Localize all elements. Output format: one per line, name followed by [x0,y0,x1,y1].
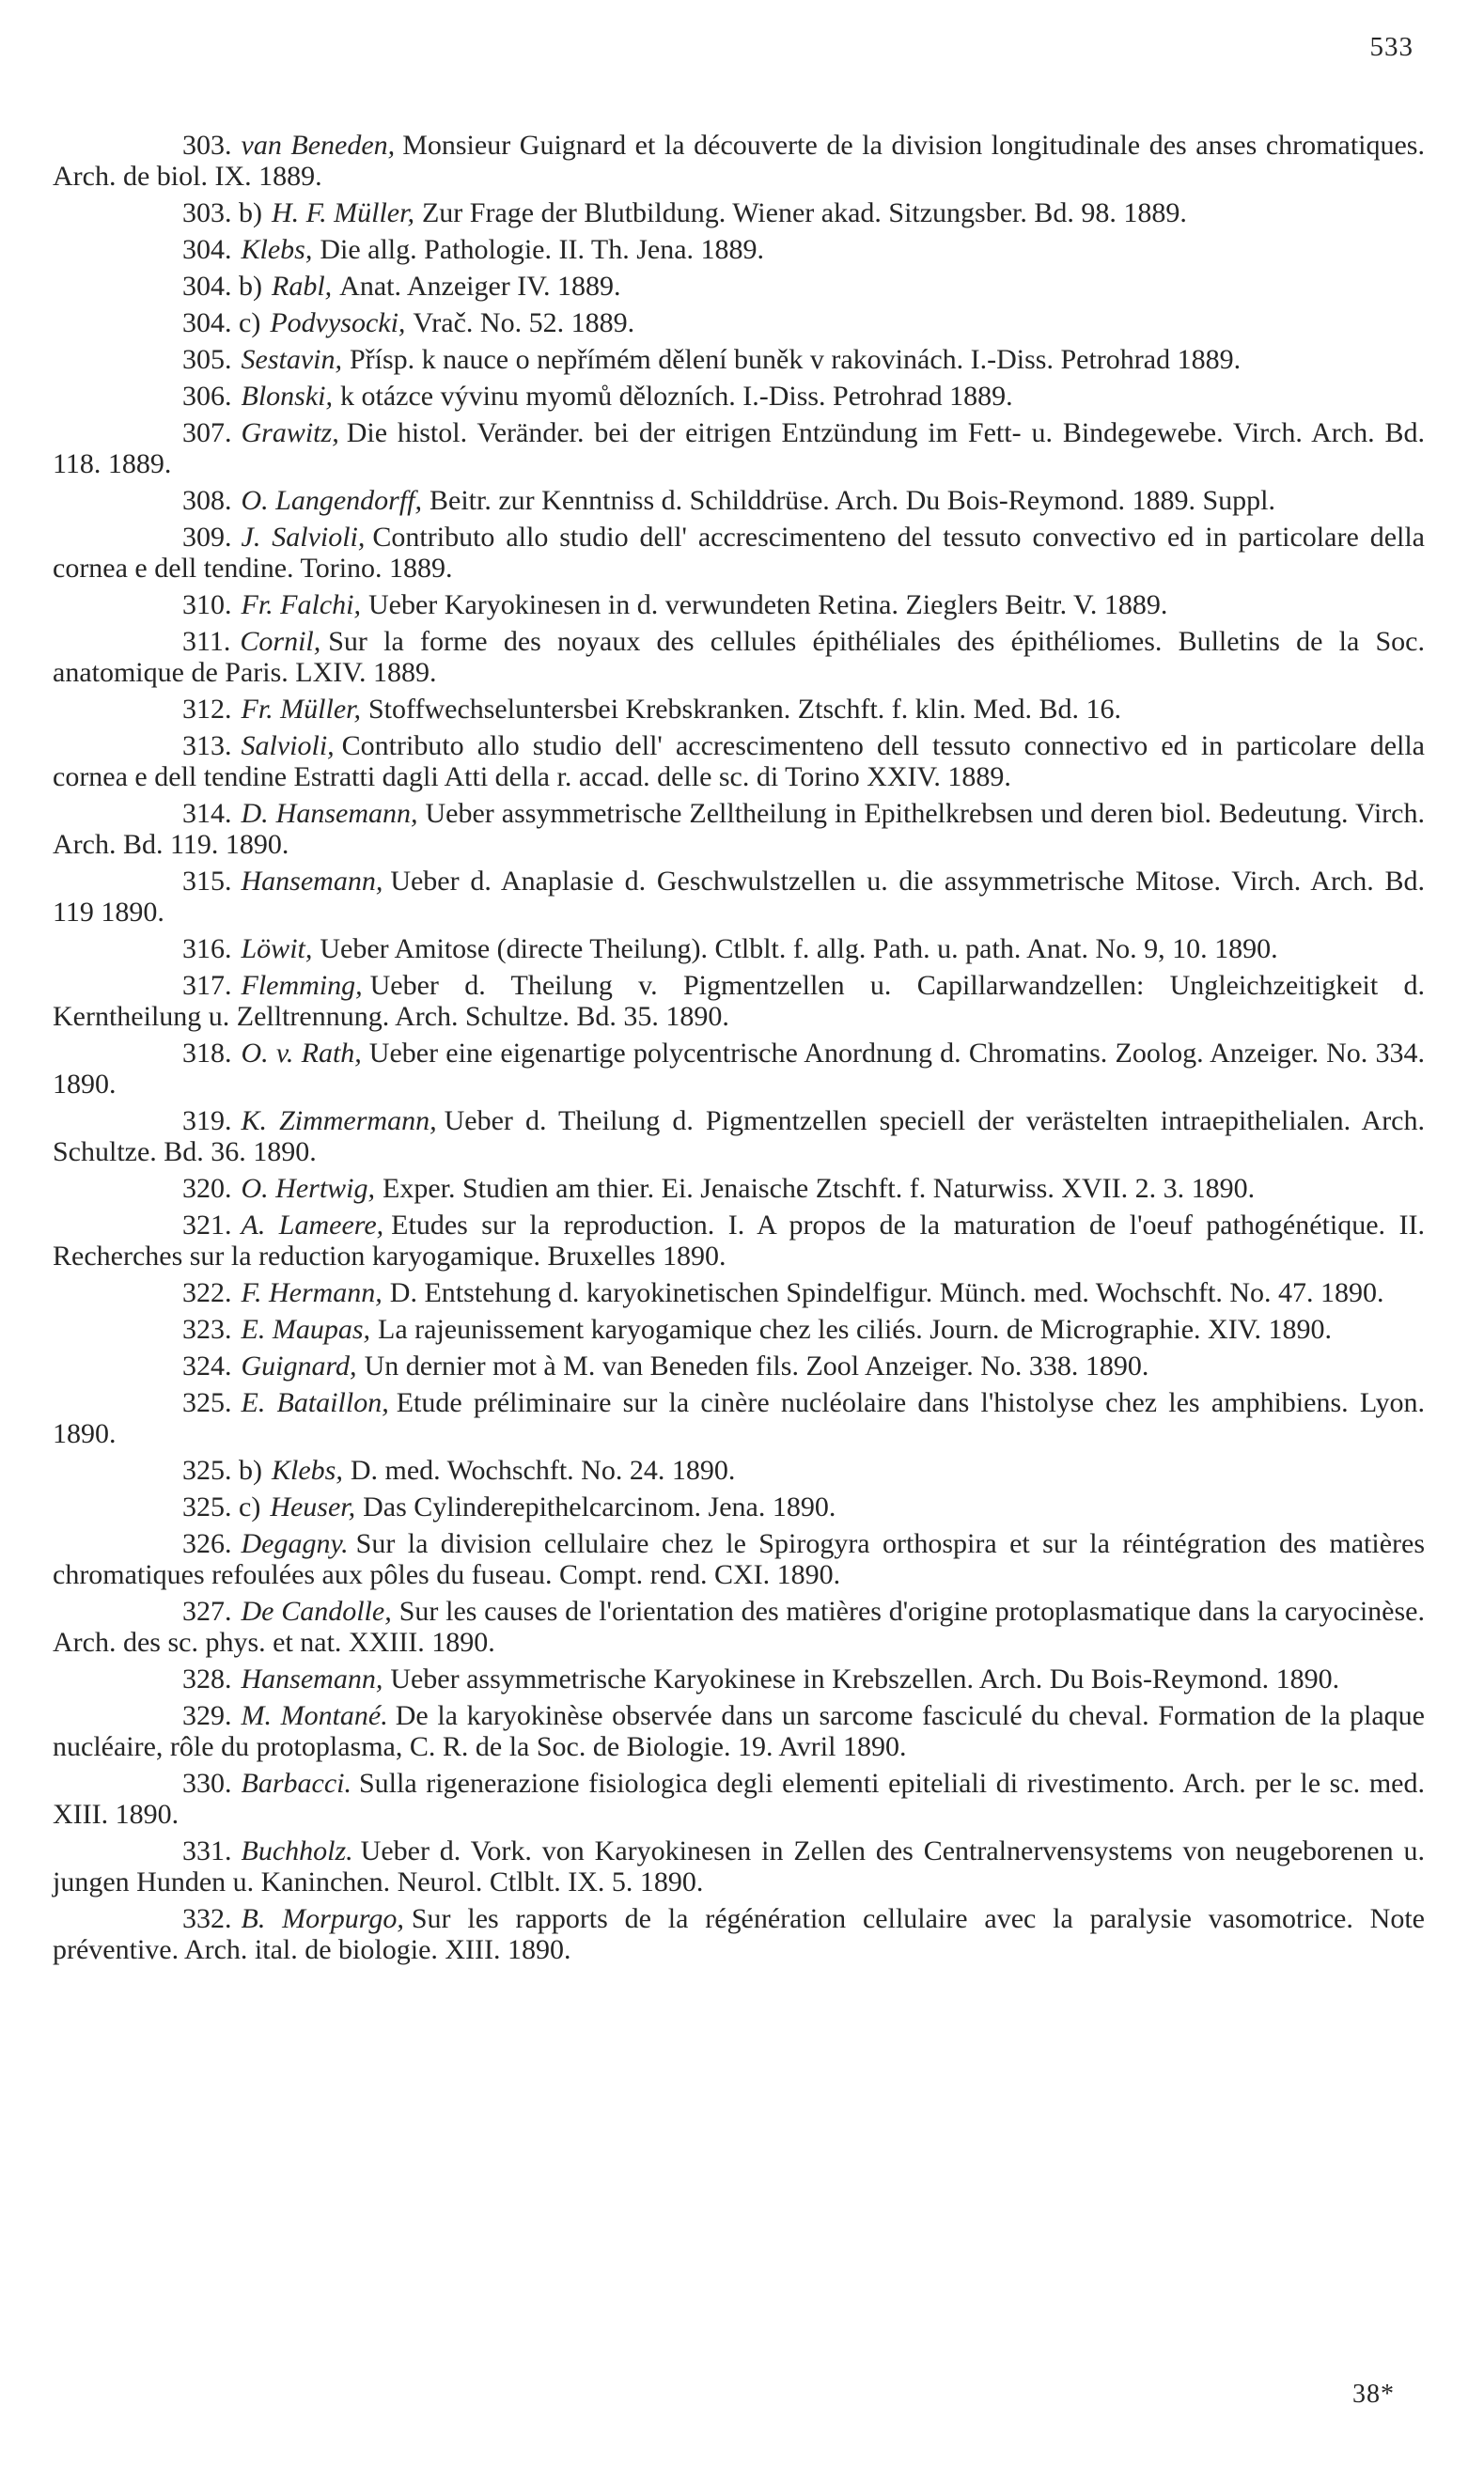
reference-entry [53,1455,1425,1486]
reference-text: Die allg. Pathologie. II. Th. Jena. 1889. [320,234,765,265]
reference-author: K. Zimmermann, [241,1105,437,1136]
reference-number: 328. [182,1663,232,1694]
reference-author: Sestavin, [241,344,342,375]
reference-text: Ueber d. Anaplasie d. Geschwulstzellen u. die assymmetrische Mitose. Virch. Arch. Bd. 119 1890. [53,866,1425,928]
reference-entry [53,1173,1425,1204]
reference-number: 314. [182,798,232,829]
reference-author: Buchholz. [241,1835,353,1866]
reference-text: Beitr. zur Kenntniss d. Schilddrüse. Arch. Du Bois-Reymond. 1889. Suppl. [430,485,1275,516]
reference-author: Rabl, [272,271,333,302]
reference-entry [53,344,1425,375]
reference-entry [53,197,1425,228]
reference-text: Ueber Karyokinesen in d. verwundeten Retina. Zieglers Beitr. V. 1889. [368,589,1168,620]
reference-text: Etudes sur la reproduction. I. A propos de la maturation de l'oeuf pathogénétique. II. Recherches sur la reduction karyogamique. Bruxelles 1890. [53,1210,1425,1272]
reference-entry [53,1596,1425,1658]
reference-text: Monsieur Guignard et la découverte de la division longitudinale des anses chromatiques. Arch. de biol. IX. 1889. [53,130,1425,192]
reference-number: 304. c) [182,307,261,338]
reference-author: O. Langendorff, [241,485,423,516]
reference-entry [53,234,1425,265]
reference-text: De la karyokinèse observée dans un sarcome fasciculé du cheval. Formation de la plaque nucléaire, rôle du protoplasma, C. R. de la Soc. de Biologie. 19. Avril 1890. [53,1700,1425,1762]
reference-number: 323. [182,1314,232,1345]
reference-text: Ueber assymmetrische Zelltheilung in Epithelkrebsen und deren biol. Bedeutung. Virch. Arch. Bd. 119. 1890. [53,798,1425,860]
reference-entry [53,933,1425,964]
reference-number: 305. [182,344,232,375]
reference-number: 316. [182,933,232,964]
reference-text: Exper. Studien am thier. Ei. Jenaische Ztschft. f. Naturwiss. XVII. 2. 3. 1890. [383,1173,1256,1204]
reference-author: Klebs, [272,1455,343,1486]
reference-entry [53,417,1425,479]
printer-signature: 38* [1352,2380,1395,2409]
reference-number: 318. [182,1038,232,1069]
reference-number: 307. [182,417,232,448]
reference-entry [53,694,1425,725]
reference-number: 322. [182,1277,232,1308]
reference-entry [53,1491,1425,1523]
reference-text: k otázce vývinu myomů dělozních. I.-Diss. Petrohrad 1889. [340,381,1013,412]
reference-text: Sur la division cellulaire chez le Spirogyra orthospira et sur la réintégration des matières chromatiques refoulées aux pôles du fuseau. Compt. rend. CXI. 1890. [53,1528,1425,1590]
reference-author: Klebs, [241,234,313,265]
reference-entry [53,522,1425,584]
reference-text: Ueber d. Vork. von Karyokinesen in Zellen des Centralnervensystems von neugeborenen u. jungen Hunden u. Kaninchen. Neurol. Ctlblt. IX. 5. 1890. [53,1835,1425,1897]
reference-author: A. Lameere, [241,1210,384,1241]
reference-number: 325. b) [182,1455,262,1486]
reference-author: Flemming, [241,970,363,1001]
reference-number: 317. [182,970,232,1001]
reference-number: 320. [182,1173,232,1204]
reference-text: Un dernier mot à M. van Beneden fils. Zool Anzeiger. No. 338. 1890. [364,1351,1149,1382]
reference-number: 319. [182,1105,232,1136]
reference-entry [53,1903,1425,1965]
reference-author: Barbacci. [241,1768,351,1799]
reference-entry [53,1314,1425,1345]
reference-text: Sur les rapports de la régénération cellulaire avec la paralysie vasomotrice. Note préventive. Arch. ital. de biologie. XIII. 1890. [53,1903,1425,1965]
reference-number: 311. [182,626,231,657]
reference-author: B. Morpurgo, [241,1903,404,1934]
reference-entry [53,1768,1425,1830]
reference-author: Hansemann, [241,866,383,897]
reference-text: Anat. Anzeiger IV. 1889. [339,271,621,302]
reference-author: Fr. Falchi, [241,589,361,620]
reference-text: Ueber d. Theilung v. Pigmentzellen u. Capillarwandzellen: Ungleichzeitigkeit d. Kerntheilung u. Zelltrennung. Arch. Schultze. Bd. 35. 1890. [53,970,1425,1032]
reference-number: 303. [182,130,232,161]
reference-entry [53,1835,1425,1897]
reference-text: D. Entstehung d. karyokinetischen Spindelfigur. Münch. med. Wochschft. No. 47. 1890. [389,1277,1384,1308]
reference-entry [53,130,1425,192]
reference-author: J. Salvioli, [241,522,366,553]
reference-entry [53,271,1425,302]
reference-entry [53,307,1425,338]
reference-text: Contributo allo studio dell' accrescimenteno del tessuto convectivo ed in particolare della cornea e dell tendine. Torino. 1889. [53,522,1425,584]
reference-entry [53,589,1425,620]
reference-text: Ueber Amitose (directe Theilung). Ctlblt. f. allg. Path. u. path. Anat. No. 9, 10. 1890. [320,933,1278,964]
reference-number: 312. [182,694,232,725]
reference-author: E. Bataillon, [241,1387,389,1418]
reference-number: 332. [182,1903,232,1934]
reference-author: F. Hermann, [241,1277,383,1308]
reference-text: Etude préliminaire sur la cinère nucléolaire dans l'histolyse chez les amphibiens. Lyon. 1890. [53,1387,1425,1449]
reference-number: 321. [182,1210,232,1241]
reference-text: Zur Frage der Blutbildung. Wiener akad. Sitzungsber. Bd. 98. 1889. [421,197,1187,228]
reference-text: Vrač. No. 52. 1889. [413,307,635,338]
reference-author: O. v. Rath, [241,1038,362,1069]
reference-author: Heuser, [270,1491,356,1523]
reference-author: O. Hertwig, [241,1173,375,1204]
reference-author: Degagny. [241,1528,349,1559]
reference-entry [53,626,1425,688]
reference-list [53,130,1425,1971]
reference-text: Sur la forme des noyaux des cellules épithéliales des épithéliomes. Bulletins de la Soc. anatomique de Paris. LXIV. 1889. [53,626,1425,688]
reference-number: 306. [182,381,232,412]
reference-number: 303. b) [182,197,262,228]
reference-text: Sur les causes de l'orientation des matières d'origine protoplasmatique dans la caryocinèse. Arch. des sc. phys. et nat. XXIII. 1890. [53,1596,1425,1658]
reference-entry [53,730,1425,792]
reference-entry [53,798,1425,860]
reference-entry [53,1210,1425,1272]
reference-author: Guignard, [241,1351,357,1382]
reference-number: 331. [182,1835,232,1866]
reference-entry [53,1528,1425,1590]
reference-author: van Beneden, [241,130,396,161]
reference-number: 329. [182,1700,232,1731]
reference-author: M. Montané. [241,1700,388,1731]
reference-entry [53,1038,1425,1100]
reference-text: Ueber d. Theilung d. Pigmentzellen speciell der verästelten intraepithelialen. Arch. Schultze. Bd. 36. 1890. [53,1105,1425,1167]
reference-author: Grawitz, [241,417,339,448]
reference-entry [53,1700,1425,1762]
reference-author: E. Maupas, [241,1314,370,1345]
reference-entry [53,1277,1425,1308]
reference-number: 327. [182,1596,232,1627]
reference-number: 304. b) [182,271,262,302]
reference-number: 330. [182,1768,232,1799]
reference-number: 326. [182,1528,232,1559]
reference-number: 325. [182,1387,232,1418]
reference-number: 310. [182,589,232,620]
reference-entry [53,1387,1425,1449]
reference-text: D. med. Wochschft. No. 24. 1890. [350,1455,736,1486]
reference-entry [53,381,1425,412]
reference-number: 315. [182,866,232,897]
reference-text: Die histol. Veränder. bei der eitrigen Entzündung im Fett- u. Bindegewebe. Virch. Arch. Bd. 118. 1889. [53,417,1425,479]
reference-text: Contributo allo studio dell' accrescimenteno dell tessuto connectivo ed in particolare della cornea e dell tendine Estratti dagli Atti della r. accad. delle sc. di Torino XXIV. 1889. [53,730,1425,792]
reference-author: De Candolle, [241,1596,392,1627]
reference-number: 325. c) [182,1491,261,1523]
reference-number: 313. [182,730,232,761]
reference-author: Salvioli, [241,730,335,761]
reference-entry [53,1663,1425,1694]
reference-entry [53,970,1425,1032]
reference-text: Das Cylinderepithelcarcinom. Jena. 1890. [363,1491,836,1523]
reference-author: Hansemann, [241,1663,383,1694]
reference-author: Cornil, [240,626,321,657]
reference-number: 304. [182,234,232,265]
reference-number: 324. [182,1351,232,1382]
reference-entry [53,866,1425,928]
reference-author: Fr. Müller, [241,694,361,725]
reference-text: Přísp. k nauce o nepřímém dělení buněk v rakovinách. I.-Diss. Petrohrad 1889. [349,344,1242,375]
reference-text: Sulla rigenerazione fisiologica degli elementi epiteliali di rivestimento. Arch. per le sc. med. XIII. 1890. [53,1768,1425,1830]
reference-text: Ueber eine eigenartige polycentrische Anordnung d. Chromatins. Zoolog. Anzeiger. No. 334. 1890. [53,1038,1425,1100]
page-number: 533 [1369,32,1414,62]
reference-entry [53,1105,1425,1167]
reference-number: 308. [182,485,232,516]
reference-number: 309. [182,522,232,553]
reference-author: Podvysocki, [270,307,406,338]
reference-author: Blonski, [241,381,333,412]
reference-text: Ueber assymmetrische Karyokinese in Krebszellen. Arch. Du Bois-Reymond. 1890. [390,1663,1340,1694]
reference-text: Stoffwechseluntersbei Krebskranken. Ztschft. f. klin. Med. Bd. 16. [368,694,1121,725]
reference-entry [53,1351,1425,1382]
reference-author: Löwit, [241,933,313,964]
reference-text: La rajeunissement karyogamique chez les ciliés. Journ. de Micrographie. XIV. 1890. [378,1314,1332,1345]
reference-author: H. F. Müller, [272,197,414,228]
reference-author: D. Hansemann, [241,798,418,829]
reference-entry [53,485,1425,516]
